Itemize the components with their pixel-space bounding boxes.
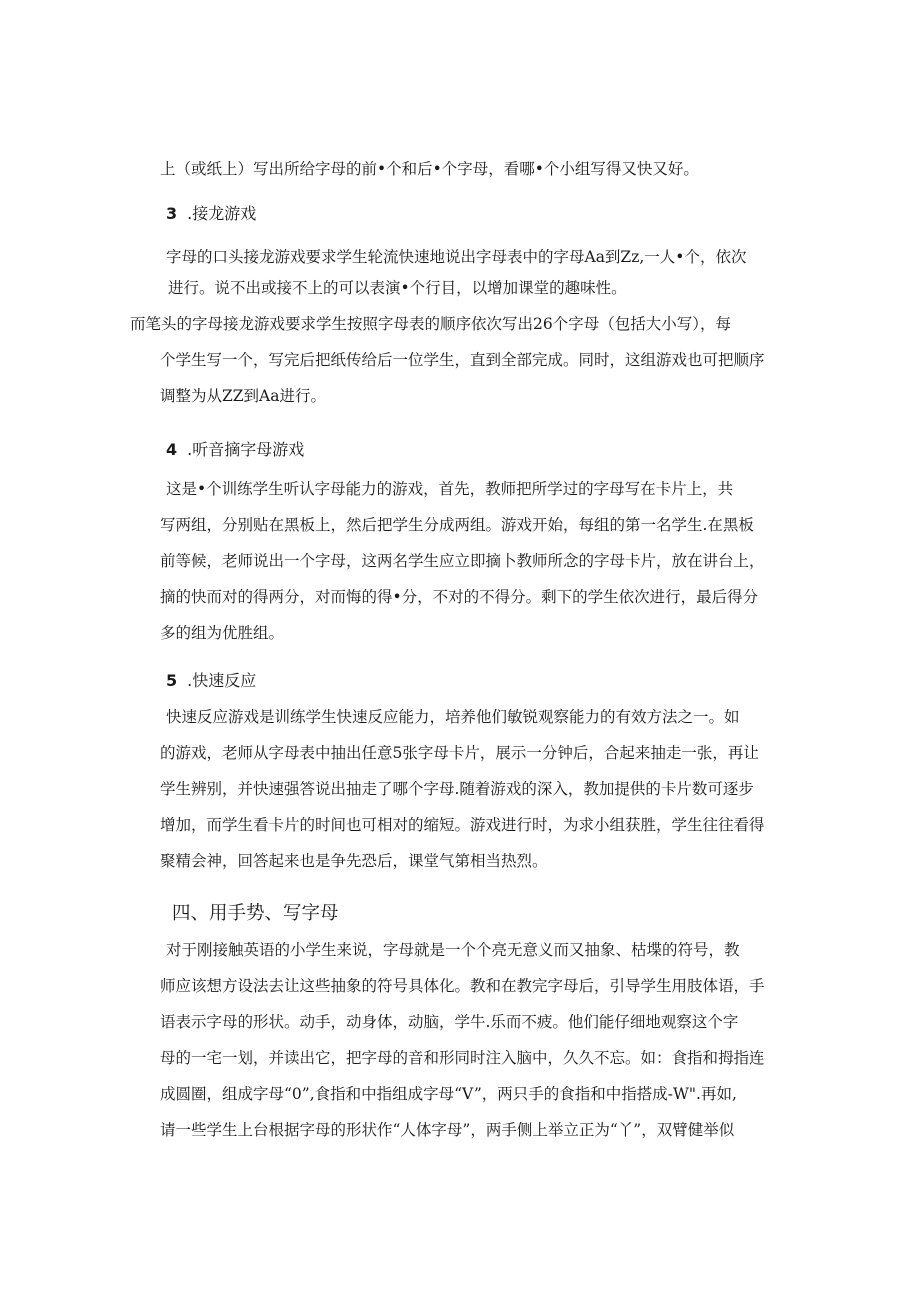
paragraph-line: 摘的快而对的得两分，对而悔的得•分，不对的不得分。剩下的学生依次进行，最后得分 <box>160 588 759 606</box>
paragraph-line: 多的组为优胜组。 <box>160 624 285 642</box>
paragraph-line: 聚精会神，回答起来也是争先恐后，课堂气第相当热烈。 <box>160 852 548 870</box>
paragraph-line: 快速反应游戏是训练学生快速反应能力，培养他们敏锐观察能力的有效方法之一。如 <box>166 708 740 726</box>
paragraph-line: 的游戏，老师从字母表中抽出任意5张字母卡片，展示一分钟后，合起来抽走一张，再让 <box>160 744 759 762</box>
paragraph-line: 母的一宅一划，并读出它，把字母的音和形同时注入脑中，久久不忘。如：食指和拇指连 <box>160 1049 765 1067</box>
paragraph-line: 而笔头的字母接龙游戏要求学生按照字母表的顺序依次写出26个字母（包括大小写），每 <box>130 315 731 333</box>
paragraph-line: 上（或纸上）写出所给字母的前•个和后•个字母，看哪•个小组写得又快又好。 <box>160 160 699 178</box>
paragraph-line: 进行。说不出或接不上的可以表演•个行目，以增加课堂的趣味性。 <box>168 279 627 297</box>
paragraph-line: 请一些学生上台根据字母的形状作“人体字母”，两手侧上举立正为“丫”，双臂健举似 <box>160 1121 735 1139</box>
paragraph-line: 字母的口头接龙游戏要求学生轮流快速地说出字母表中的字母Aa到Zz,一人•个，依次 <box>166 248 747 266</box>
paragraph-line: 语表示字母的形状。动手，动身体，动脑，学牛.乐而不疲。他们能仔细地观察这个字 <box>160 1013 739 1031</box>
section-title: .快速反应 <box>187 671 257 690</box>
paragraph-line: 个学生写一个，写完后把纸传给后一位学生，直到全部完成。同时，这组游戏也可把顺序 <box>160 351 765 369</box>
paragraph-line: 调整为从ZZ到Aa进行。 <box>160 387 326 405</box>
section-heading-3 <box>166 203 256 225</box>
paragraph-line: 师应该想方设法去让这些抽象的符号具体化。教和在教完字母后，引导学生用肢体语，手 <box>160 977 765 995</box>
paragraph-line: 前等候，老师说出一个字母，这两名学生应立即摘卜教师所念的字母卡片，放在讲台上， <box>160 552 765 570</box>
paragraph-line: 学生辨别，并快速强答说出抽走了哪个字母.随着游戏的深入，教加提供的卡片数可逐步 <box>160 780 754 798</box>
paragraph-line: 写两组，分别贴在黑板上，然后把学生分成两组。游戏开始，每组的第一名学生.在黑板 <box>160 516 754 534</box>
paragraph-line: 成圆圈，组成字母“0”,食指和中指组成字母“V”，两只手的食指和中指搭成-W".再如, <box>160 1085 737 1103</box>
section-number: 5 <box>166 671 178 690</box>
chapter-heading: 四、用手势、写字母 <box>172 903 339 924</box>
section-heading-4 <box>166 439 304 461</box>
section-number: 4 <box>166 440 178 459</box>
paragraph-line: 增加，而学生看卡片的时间也可相对的缩短。游戏进行时，为求小组获胜，学生往往看得 <box>160 816 765 834</box>
paragraph-line: 对于刚接触英语的小学生来说，字母就是一个个亮无意义而又抽象、枯堞的符号，教 <box>166 941 740 959</box>
section-title: .听音摘字母游戏 <box>187 440 305 459</box>
section-number: 3 <box>166 204 178 223</box>
section-heading-5 <box>166 670 256 692</box>
paragraph-line: 这是•个训练学生听认字母能力的游戏，首先，教师把所学过的字母写在卡片上，共 <box>166 480 734 498</box>
section-title: .接龙游戏 <box>187 204 257 223</box>
